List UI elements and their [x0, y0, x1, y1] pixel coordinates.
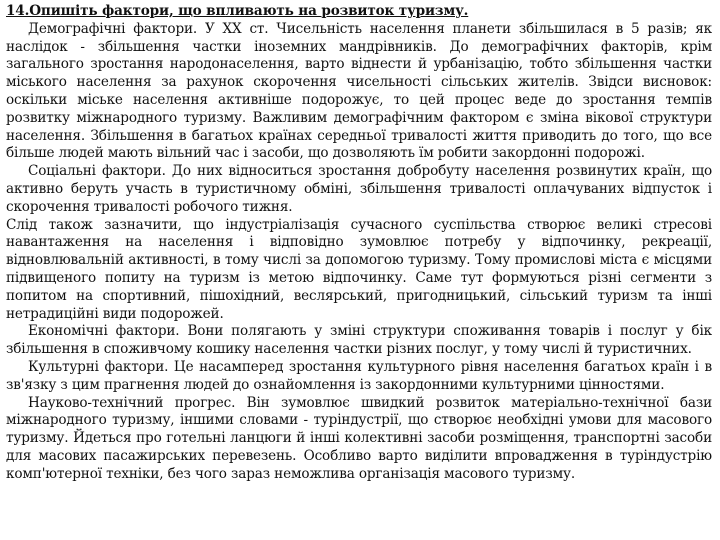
paragraph-lead: Культурні фактори.: [28, 358, 169, 375]
paragraph-lead: Соціальні фактори.: [28, 163, 166, 180]
paragraph-lead: Економічні фактори.: [28, 323, 180, 340]
paragraph-text: Він зумовлює швидкий розвиток матеріально-технічної бази міжнародного туризму, іншими словами - туріндустрії, що створює необхідні умови для масового туризму. Йдеться про готельні ланцюги й інші колективні засоби розміщення, транспортні засоби для масових пасажирських перевезень. Особливо варто виділити впровадження в туріндустрію комп'ютерної техніки, без чого зараз неможлива організація масового туризму.: [6, 394, 712, 482]
paragraph-industrialization: [6, 217, 712, 324]
paragraph-lead: Науково-технічний прогрес.: [28, 394, 236, 411]
paragraph-text: Це насамперед зростання культурного рівня населення багатьох країн і в зв'язку з цим прагнення людей до ознайомлення із закордонними культурними цінностями.: [6, 358, 712, 393]
paragraph-economic-factors: [6, 323, 712, 359]
paragraph-text: Слід також зазначити, що індустріалізація сучасного суспільства створює великі стресові навантаження на населення і відповідно зумовлює потребу у відпочинку, рекреації, відновлювальній активності, в тому числі за допомогою туризму. Тому промислові міста є місцями підвищеного попиту на туризм із метою відпочинку. Саме тут формуються різні сегменти з попитом на спортивний, пішохідний, веслярський, пригодницький, сільський туризм та інші нетрадиційні види подорожей.: [6, 216, 712, 322]
paragraph-cultural-factors: [6, 359, 712, 395]
paragraph-text: У XX ст. Чисельність населення планети збільшилася в 5 разів; як наслідок - збільшення частки іноземних мандрівників. До демографічних факторів, крім загального зростання народонаселення, варто віднести й урбанізацію, тобто збільшення частки міського населення за рахунок скорочення чисельності сільських жителів. Звідси висновок: оскільки міське населення активніше подорожує, то цей процес веде до зростання темпів розвитку міжнародного туризму. Важливим демографічним фактором є зміна вікової структури населення. Збільшення в багатьох країнах середньої тривалості життя приводить до того, що все більше людей мають вільний час і засоби, що дозволяють їм робити закордонні подорожі.: [6, 20, 712, 162]
paragraph-lead: Демографічні фактори.: [28, 20, 198, 37]
paragraph-text: Вони полягають у зміні структури споживання товарів і послуг у бік збільшення в споживчому кошику населення частки різних послуг, у тому числі й туристичних.: [6, 323, 712, 358]
document-title: 14.Опишіть фактори, що впливають на розвиток туризму.: [6, 3, 469, 19]
paragraph-text: До них відноситься зростання добробуту населення розвинутих країн, що активно беруть участь в туристичному обміні, збільшення тривалості оплачуваних відпусток і скорочення тривалості робочого тижня.: [6, 163, 712, 215]
paragraph-demographic-factors: [6, 21, 712, 163]
paragraph-social-factors: [6, 163, 712, 216]
paragraph-technical-progress: [6, 395, 712, 484]
document-page: [6, 3, 712, 484]
